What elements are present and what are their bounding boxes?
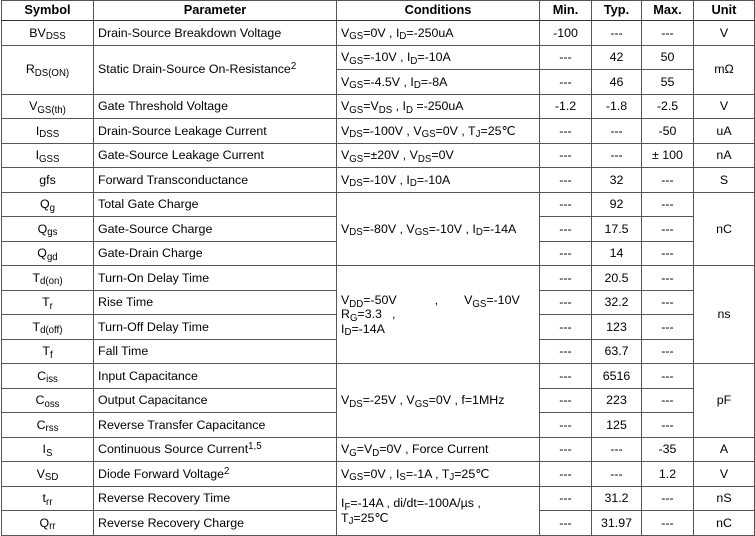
row-typ: 14: [592, 241, 642, 266]
row-symbol: $t_{rr}$: [2, 486, 94, 511]
row-unit: S: [694, 168, 755, 193]
row-conditions: [337, 266, 540, 364]
table-row: [2, 462, 755, 487]
row-symbol: $T_{d(on)}$: [2, 266, 94, 291]
row-min: ---: [540, 462, 592, 487]
row-max: ---: [642, 266, 694, 291]
row-parameter: Forward Transconductance: [94, 168, 337, 193]
row-typ: 20.5: [592, 266, 642, 291]
row-max: 50: [642, 45, 694, 70]
row-min: ---: [540, 339, 592, 364]
row-max: -35: [642, 437, 694, 462]
row-min: ---: [540, 364, 592, 389]
row-symbol: $V_{SD}$: [2, 462, 94, 487]
row-symbol: $T_r$: [2, 290, 94, 315]
column-header-unit: Unit: [694, 1, 755, 21]
table-row: [2, 486, 755, 511]
row-symbol: $Q_{gs}$: [2, 217, 94, 242]
conditions-line-2: $R_G=3.3$ ,: [341, 307, 396, 324]
row-conditions: $V_{DS}=-100V$ , $V_{GS}=0V$ , $T_J=25℃$: [337, 119, 540, 144]
table-row: [2, 143, 755, 168]
row-typ: 223: [592, 388, 642, 413]
row-parameter: Turn-Off Delay Time: [94, 315, 337, 340]
row-parameter: Turn-On Delay Time: [94, 266, 337, 291]
row-typ: 31.2: [592, 486, 642, 511]
row-parameter: Fall Time: [94, 339, 337, 364]
row-unit: nA: [694, 143, 755, 168]
row-max: ---: [642, 364, 694, 389]
row-unit: nC: [694, 511, 755, 536]
row-typ: ---: [592, 462, 642, 487]
row-typ: 32: [592, 168, 642, 193]
table-row: [2, 192, 755, 217]
row-unit: A: [694, 437, 755, 462]
table-row: [2, 364, 755, 389]
row-max: -2.5: [642, 94, 694, 119]
row-typ: ---: [592, 143, 642, 168]
row-symbol: $V_{GS(th)}$: [2, 94, 94, 119]
row-min: ---: [540, 192, 592, 217]
row-max: ---: [642, 511, 694, 536]
row-unit: ns: [694, 266, 755, 364]
row-conditions: $V_{DS}=-10V$ , $I_D=-10A$: [337, 168, 540, 193]
row-max: ---: [642, 217, 694, 242]
row-min: ---: [540, 168, 592, 193]
row-conditions: $V_{DS}=-25V$ , $V_{GS}=0V$ , f=1MHz: [337, 364, 540, 438]
row-min: ---: [540, 413, 592, 438]
electrical-characteristics-table: [1, 0, 755, 536]
row-conditions: $V_{GS}=\pm 20V$ , $V_{DS}=0V$: [337, 143, 540, 168]
row-symbol: $I_{DSS}$: [2, 119, 94, 144]
row-parameter: Gate-Source Leakage Current: [94, 143, 337, 168]
row-unit: pF: [694, 364, 755, 438]
table-row: [2, 119, 755, 144]
row-min: ---: [540, 437, 592, 462]
table-header-row: [2, 1, 755, 21]
row-max: 1.2: [642, 462, 694, 487]
row-max: ---: [642, 168, 694, 193]
row-conditions: $V_{DS}=-80V$ , $V_{GS}=-10V$ , $I_D=-14A$: [337, 192, 540, 266]
row-parameter: Input Capacitance: [94, 364, 337, 389]
row-unit: uA: [694, 119, 755, 144]
conditions-line-3: $I_D=-14A$: [341, 321, 385, 339]
row-symbol: $Q_{gd}$: [2, 241, 94, 266]
row-conditions: $V_{GS}=V_{DS}$ , $I_D =-250uA$: [337, 94, 540, 119]
row-unit: nS: [694, 486, 755, 511]
row-min: ---: [540, 143, 592, 168]
row-parameter: Reverse Recovery Time: [94, 486, 337, 511]
row-conditions: $V_{GS}=0V$ , $I_S=-1A$ , $T_J=25℃$: [337, 462, 540, 487]
table-row: [2, 266, 755, 291]
column-header-parameter: Parameter: [94, 1, 337, 21]
table-row: [2, 45, 755, 70]
row-typ: 63.7: [592, 339, 642, 364]
row-min: ---: [540, 315, 592, 340]
row-unit: V: [694, 21, 755, 46]
row-typ: 6516: [592, 364, 642, 389]
row-min: -100: [540, 21, 592, 46]
row-min: -1.2: [540, 94, 592, 119]
row-conditions: [337, 486, 540, 535]
row-symbol: $I_{GSS}$: [2, 143, 94, 168]
row-min: ---: [540, 511, 592, 536]
row-typ: 31.97: [592, 511, 642, 536]
table-row: [2, 437, 755, 462]
table-row: [2, 94, 755, 119]
row-conditions: $V_{GS}=0V$ , $I_D=-250uA$: [337, 21, 540, 46]
column-header-max: Max.: [642, 1, 694, 21]
row-parameter: Gate-Source Charge: [94, 217, 337, 242]
row-symbol: $C_{oss}$: [2, 388, 94, 413]
row-max: ---: [642, 241, 694, 266]
row-max: ± 100: [642, 143, 694, 168]
column-header-conditions: Conditions: [337, 1, 540, 21]
row-typ: 46: [592, 70, 642, 95]
row-min: ---: [540, 119, 592, 144]
row-parameter: Reverse Transfer Capacitance: [94, 413, 337, 438]
row-min: ---: [540, 266, 592, 291]
row-max: ---: [642, 21, 694, 46]
row-conditions: $V_{GS}=-4.5V$ , $I_D=-8A$: [337, 70, 540, 95]
row-symbol: $C_{iss}$: [2, 364, 94, 389]
row-symbol: $Q_{rr}$: [2, 511, 94, 536]
row-parameter: Gate Threshold Voltage: [94, 94, 337, 119]
row-symbol: $T_{d(off)}$: [2, 315, 94, 340]
row-parameter: Output Capacitance: [94, 388, 337, 413]
row-max: ---: [642, 290, 694, 315]
row-unit: V: [694, 462, 755, 487]
row-unit: mΩ: [694, 45, 755, 94]
row-min: ---: [540, 486, 592, 511]
row-conditions: $V_{GS}=-10V$ , $I_D=-10A$: [337, 45, 540, 70]
row-min: ---: [540, 217, 592, 242]
row-parameter: Static Drain-Source On-Resistance$^2$: [94, 45, 337, 94]
row-parameter: Continuous Source Current$^{1,5}$: [94, 437, 337, 462]
row-symbol: $I_S$: [2, 437, 94, 462]
row-symbol: $BV_{DSS}$: [2, 21, 94, 46]
row-typ: 32.2: [592, 290, 642, 315]
row-symbol: $R_{DS(ON)}$: [2, 45, 94, 94]
row-max: 55: [642, 70, 694, 95]
row-symbol: $T_f$: [2, 339, 94, 364]
row-parameter: Rise Time: [94, 290, 337, 315]
row-conditions: $V_G=V_D=0V$ , Force Current: [337, 437, 540, 462]
row-symbol: $Q_g$: [2, 192, 94, 217]
row-symbol: gfs: [2, 168, 94, 193]
column-header-min: Min.: [540, 1, 592, 21]
row-typ: 125: [592, 413, 642, 438]
row-unit: V: [694, 94, 755, 119]
conditions-line-1: $I_F=-14A$ , di/dt=-100A/µs ,: [341, 496, 481, 513]
row-min: ---: [540, 241, 592, 266]
table-row: [2, 168, 755, 193]
row-typ: 123: [592, 315, 642, 340]
row-symbol: $C_{rss}$: [2, 413, 94, 438]
row-max: ---: [642, 339, 694, 364]
row-min: ---: [540, 70, 592, 95]
row-min: ---: [540, 290, 592, 315]
row-typ: 42: [592, 45, 642, 70]
row-typ: 92: [592, 192, 642, 217]
row-max: -50: [642, 119, 694, 144]
row-typ: 17.5: [592, 217, 642, 242]
row-typ: ---: [592, 119, 642, 144]
row-max: ---: [642, 388, 694, 413]
row-parameter: Gate-Drain Charge: [94, 241, 337, 266]
row-typ: -1.8: [592, 94, 642, 119]
row-typ: ---: [592, 437, 642, 462]
row-parameter: Drain-Source Leakage Current: [94, 119, 337, 144]
conditions-line-2: $T_J=25℃$: [341, 510, 389, 527]
column-header-symbol: Symbol: [2, 1, 94, 21]
row-max: ---: [642, 413, 694, 438]
table-row: [2, 21, 755, 46]
row-parameter: Total Gate Charge: [94, 192, 337, 217]
conditions-line-1: $V_{DD}=-50V$ , $V_{GS}=-10V$: [341, 293, 520, 310]
row-max: ---: [642, 486, 694, 511]
row-parameter: Drain-Source Breakdown Voltage: [94, 21, 337, 46]
row-parameter: Diode Forward Voltage$^2$: [94, 462, 337, 487]
row-max: ---: [642, 315, 694, 340]
row-typ: ---: [592, 21, 642, 46]
row-max: ---: [642, 192, 694, 217]
row-min: ---: [540, 45, 592, 70]
row-unit: nC: [694, 192, 755, 266]
column-header-typ: Typ.: [592, 1, 642, 21]
row-parameter: Reverse Recovery Charge: [94, 511, 337, 536]
row-min: ---: [540, 388, 592, 413]
